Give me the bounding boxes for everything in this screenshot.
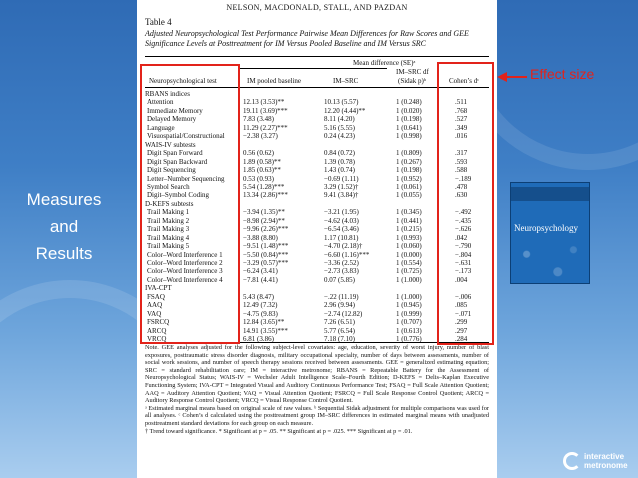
cell-df-sidak: 1 (0.345) (396, 208, 422, 217)
table-notes (145, 344, 489, 435)
cell-im-pooled: 0.53 (0.93) (243, 174, 274, 183)
cell-im-pooled: 12.49 (7.32) (243, 301, 278, 310)
section-heading: D-KEFS subtests (145, 199, 194, 208)
cell-cohen-d: .299 (455, 318, 468, 327)
cell-im-pooled: 12.84 (3.65)** (243, 318, 285, 327)
header-df-line2: (Sidak p)ᵇ (398, 77, 427, 85)
cell-im-src: 1.43 (0.74) (324, 166, 355, 175)
cell-df-sidak: 1 (0.707) (396, 318, 422, 327)
cell-im-src: 10.13 (5.57) (324, 98, 359, 107)
cell-df-sidak: 1 (0.020) (396, 106, 422, 115)
cell-im-src: 0.84 (0.72) (324, 149, 355, 158)
cell-im-pooled: 11.29 (2.27)*** (243, 123, 288, 132)
cell-im-pooled: 13.34 (2.86)*** (243, 191, 288, 200)
logo-text-line2: metronome (584, 461, 628, 470)
cell-cohen-d: .297 (455, 326, 468, 335)
cell-df-sidak: 1 (0.060) (396, 242, 422, 251)
cell-im-src: −.22 (11.19) (324, 292, 359, 301)
cell-df-sidak: 1 (0.198) (396, 115, 422, 124)
cell-im-pooled: 19.11 (3.69)*** (243, 106, 288, 115)
cell-im-src: 1.39 (0.78) (324, 157, 355, 166)
cell-df-sidak: 1 (0.441) (396, 216, 422, 225)
cell-im-src: 2.96 (9.94) (324, 301, 355, 310)
cell-df-sidak: 1 (0.993) (396, 233, 422, 242)
cell-cohen-d: .511 (455, 98, 467, 107)
cell-im-src: 7.26 (6.51) (324, 318, 355, 327)
cell-im-pooled: 12.13 (3.53)** (243, 98, 285, 107)
cell-test-name: Symbol Search (147, 182, 190, 191)
cell-df-sidak: 1 (1.000) (396, 292, 422, 301)
cell-df-sidak: 1 (0.267) (396, 157, 422, 166)
cell-cohen-d: −.790 (455, 242, 472, 251)
section-heading: WAIS-IV subtests (145, 140, 196, 149)
cell-df-sidak: 1 (0.809) (396, 149, 422, 158)
cell-cohen-d: −.071 (455, 309, 472, 318)
cell-df-sidak: 1 (0.000) (396, 250, 422, 259)
table-number: Table 4 (145, 17, 172, 27)
cell-test-name: Delayed Memory (147, 115, 197, 124)
cell-cohen-d: .284 (455, 335, 468, 344)
cell-test-name: VRCQ (147, 335, 167, 344)
effect-size-highlight-box (437, 62, 494, 345)
cell-im-pooled: −4.75 (9.83) (243, 309, 278, 318)
cell-im-pooled: 5.43 (8.47) (243, 292, 274, 301)
cell-test-name: Language (147, 123, 175, 132)
table-rule-top (145, 56, 489, 57)
cell-im-src: 8.11 (4.20) (324, 115, 355, 124)
cell-cohen-d: .016 (455, 132, 468, 141)
cell-im-pooled: 6.81 (3.86) (243, 335, 274, 344)
cell-df-sidak: 1 (0.952) (396, 174, 422, 183)
cell-im-pooled: −9.96 (2.26)*** (243, 225, 289, 234)
cell-test-name: Color–Word Interference 1 (147, 250, 223, 259)
cell-df-sidak: 1 (0.998) (396, 132, 422, 141)
cell-test-name: Trail Making 2 (147, 216, 190, 225)
cell-im-pooled: −7.81 (4.41) (243, 275, 278, 284)
cell-df-sidak: 1 (0.945) (396, 301, 422, 310)
cell-im-src: 9.41 (3.84)† (324, 191, 359, 200)
cell-im-src: 12.20 (4.44)** (324, 106, 366, 115)
cell-cohen-d: −.492 (455, 208, 472, 217)
cell-im-pooled: 1.85 (0.63)** (243, 166, 281, 175)
cell-im-pooled: 0.56 (0.62) (243, 149, 274, 158)
cell-test-name: Immediate Memory (147, 106, 203, 115)
cell-cohen-d: −.626 (455, 225, 472, 234)
cell-im-src: 7.18 (7.10) (324, 335, 355, 344)
table-caption: Adjusted Neuropsychological Test Performance Pairwise Mean Differences for Raw Scores and GEE Significance Levels at Posttreatment for IM Versus Pooled Baseline and IM Versus SRC (145, 29, 469, 48)
cell-im-src: 0.07 (5.85) (324, 275, 355, 284)
cell-im-src: 5.77 (6.54) (324, 326, 355, 335)
cell-cohen-d: .042 (455, 233, 468, 242)
cell-test-name: Trail Making 5 (147, 242, 190, 251)
cell-im-pooled: −9.51 (1.48)*** (243, 242, 289, 251)
cell-cohen-d: −.435 (455, 216, 472, 225)
cell-im-src: −3.36 (2.52) (324, 259, 359, 267)
cell-im-src: −2.73 (3.83) (324, 267, 359, 276)
header-im-pooled: IM pooled baseline (247, 77, 302, 85)
cell-cohen-d: .593 (455, 157, 468, 166)
effect-size-callout: Effect size (530, 66, 595, 82)
cell-im-src: 1.17 (10.81) (324, 233, 359, 242)
cell-cohen-d: .349 (455, 123, 468, 132)
cell-test-name: Digit–Symbol Coding (147, 191, 210, 200)
cell-im-pooled: −2.38 (3.27) (243, 132, 278, 141)
journal-cover-image (510, 182, 590, 284)
interactive-metronome-logo (563, 450, 635, 474)
cell-im-src: −6.54 (3.46) (324, 225, 359, 234)
cell-test-name: Attention (147, 98, 174, 107)
cell-test-name: Visuospatial/Constructional (147, 132, 225, 141)
cell-im-pooled: −5.50 (0.84)*** (243, 250, 289, 259)
cell-im-pooled: 7.83 (3.48) (243, 115, 274, 124)
cell-test-name: AAQ (147, 301, 163, 310)
cell-test-name: FSRCQ (147, 318, 170, 327)
cell-test-name: Trail Making 1 (147, 208, 190, 217)
cell-df-sidak: 1 (0.613) (396, 326, 422, 335)
header-im-src: IM–SRC (333, 77, 359, 85)
cell-test-name: Digit Span Backward (147, 157, 208, 166)
cell-df-sidak: 1 (0.725) (396, 267, 422, 276)
cell-im-pooled: 14.91 (3.55)*** (243, 326, 288, 335)
cell-test-name: Color–Word Interference 4 (147, 275, 223, 284)
cell-im-src: −4.70 (2.18)† (324, 242, 363, 251)
cell-cohen-d: .588 (455, 166, 468, 175)
cell-im-src: −6.60 (1.16)*** (324, 250, 370, 259)
cell-cohen-d: .085 (455, 301, 468, 310)
cell-test-name: Color–Word Interference 2 (147, 259, 223, 267)
side-label (0, 186, 128, 267)
cell-test-name: Digit Span Forward (147, 149, 203, 158)
header-cohen: Cohen’s dᶜ (449, 77, 479, 85)
logo-ring-icon (563, 452, 581, 470)
cell-cohen-d: −.173 (455, 267, 472, 276)
cell-cohen-d: −.006 (455, 292, 472, 301)
cell-df-sidak: 1 (1.000) (396, 275, 422, 284)
cell-test-name: VAQ (147, 309, 162, 318)
cell-test-name: FSAQ (147, 292, 165, 301)
cell-im-pooled: −6.24 (3.41) (243, 267, 278, 276)
cell-df-sidak: 1 (0.999) (396, 309, 422, 318)
cell-cohen-d: .527 (455, 115, 468, 124)
running-head: NELSON, MACDONALD, STALL, AND PAZDAN (226, 3, 408, 12)
cell-cohen-d: −.804 (455, 250, 472, 259)
logo-text-line1: interactive (584, 452, 625, 461)
cell-test-name: ARCQ (147, 326, 167, 335)
cell-im-src: 0.24 (4.23) (324, 132, 355, 141)
cell-test-name: Trail Making 4 (147, 233, 190, 242)
cell-df-sidak: 1 (0.248) (396, 98, 422, 107)
cell-test-name: Digit Sequencing (147, 166, 196, 175)
cell-cohen-d: .478 (455, 182, 468, 191)
cell-test-name: Color–Word Interference 3 (147, 267, 223, 276)
side-label-line: Results (35, 244, 93, 263)
side-label-line: and (49, 217, 79, 236)
cell-cohen-d: .630 (455, 191, 468, 200)
header-test: Neuropsychological test (149, 77, 217, 85)
cell-im-pooled: −3.94 (1.35)** (243, 208, 285, 217)
cell-cohen-d: −.631 (455, 259, 472, 267)
cell-im-src: −4.62 (4.03) (324, 216, 359, 225)
journal-cover-art (511, 241, 589, 284)
section-heading: IVA-CPT (145, 284, 172, 293)
cell-im-src: −3.21 (1.95) (324, 208, 359, 217)
header-mean-difference: Mean difference (SE)ᵃ (353, 59, 416, 67)
cell-cohen-d: .768 (455, 106, 468, 115)
cell-im-pooled: −3.88 (8.80) (243, 233, 278, 242)
cell-df-sidak: 1 (0.198) (396, 166, 422, 175)
table-note: † Trend toward significance. * Significant at p = .05. ** Significant at p = .025. *** Significant at p = .01. (145, 427, 413, 435)
cell-test-name: Trail Making 3 (147, 225, 190, 234)
cell-df-sidak: 1 (0.055) (396, 191, 422, 200)
arrow-line (505, 76, 527, 78)
cell-test-name: Letter–Number Sequencing (147, 174, 225, 183)
cell-df-sidak: 1 (0.776) (396, 335, 422, 344)
header-df-line1: IM–SRC df (396, 68, 429, 76)
table-note: ᵃ Estimated marginal means based on original scale of raw values. ᵇ Sequential Sidak adjustment for multiple comparisons was used for all analyses. ᶜ Cohen’s d calculated using the posttreatment group IM–SRC differences in estimated marginal means with unadjusted posttreatment standard deviations for each group on each measure. (145, 404, 489, 427)
side-label-line: Measures (26, 190, 102, 209)
cell-im-src: 5.16 (5.55) (324, 123, 355, 132)
journal-cover-title: Neuropsychology (514, 223, 578, 233)
cell-im-pooled: −3.29 (0.57)*** (243, 259, 289, 267)
cell-df-sidak: 1 (0.215) (396, 225, 422, 234)
cell-cohen-d: .317 (455, 149, 468, 158)
cell-im-pooled: −8.98 (2.94)** (243, 216, 285, 225)
cell-im-src: −2.74 (12.82) (324, 309, 363, 318)
journal-cover-band (511, 187, 589, 201)
cell-im-pooled: 5.54 (1.28)*** (243, 182, 285, 191)
cell-im-src: 3.29 (1.52)† (324, 182, 359, 191)
section-heading: RBANS indices (145, 90, 190, 98)
cell-df-sidak: 1 (0.061) (396, 182, 422, 191)
cell-cohen-d: −.189 (455, 174, 472, 183)
table-note: Note. GEE analyses adjusted for the following subject-level covariates: age, education, severity of worst injury, number of blast exposures, posttraumatic stress disorder diagnosis, military occupational specialty, number of days between assessments, number of social work sessions, and number of speech therapy sessions received between assessments. GEE = generalized estimating equation; SRC = standard rehabilitation care; IM = interactive metronome; RBANS = Repeatable Battery for the Assessment of Neuropsychological Status; WAIS-IV = Wechsler Adult Intelligence Scale–Fourth Edition; D-KEFS = Delis–Kaplan Executive Functioning System; IVA-CPT = Integrated Visual and Auditory Continuous Performance Test; FSAQ = Full Scale Attention Quotient; AAQ = Auditory Attention Quotient; VAQ = Visual Attention Quotient; FSRCQ = Full Scale Response Control Quotient; ARCQ = Auditory Response Control Quotient; VRCQ = Visual Response Control Quotient. (145, 344, 489, 405)
table-rule-group (239, 68, 387, 69)
measures-highlight-box (140, 64, 240, 344)
cell-im-src: −0.69 (1.11) (324, 174, 359, 183)
cell-df-sidak: 1 (0.554) (396, 259, 422, 267)
cell-cohen-d: .004 (455, 275, 468, 284)
cell-df-sidak: 1 (0.641) (396, 123, 422, 132)
cell-im-pooled: 1.89 (0.58)** (243, 157, 281, 166)
